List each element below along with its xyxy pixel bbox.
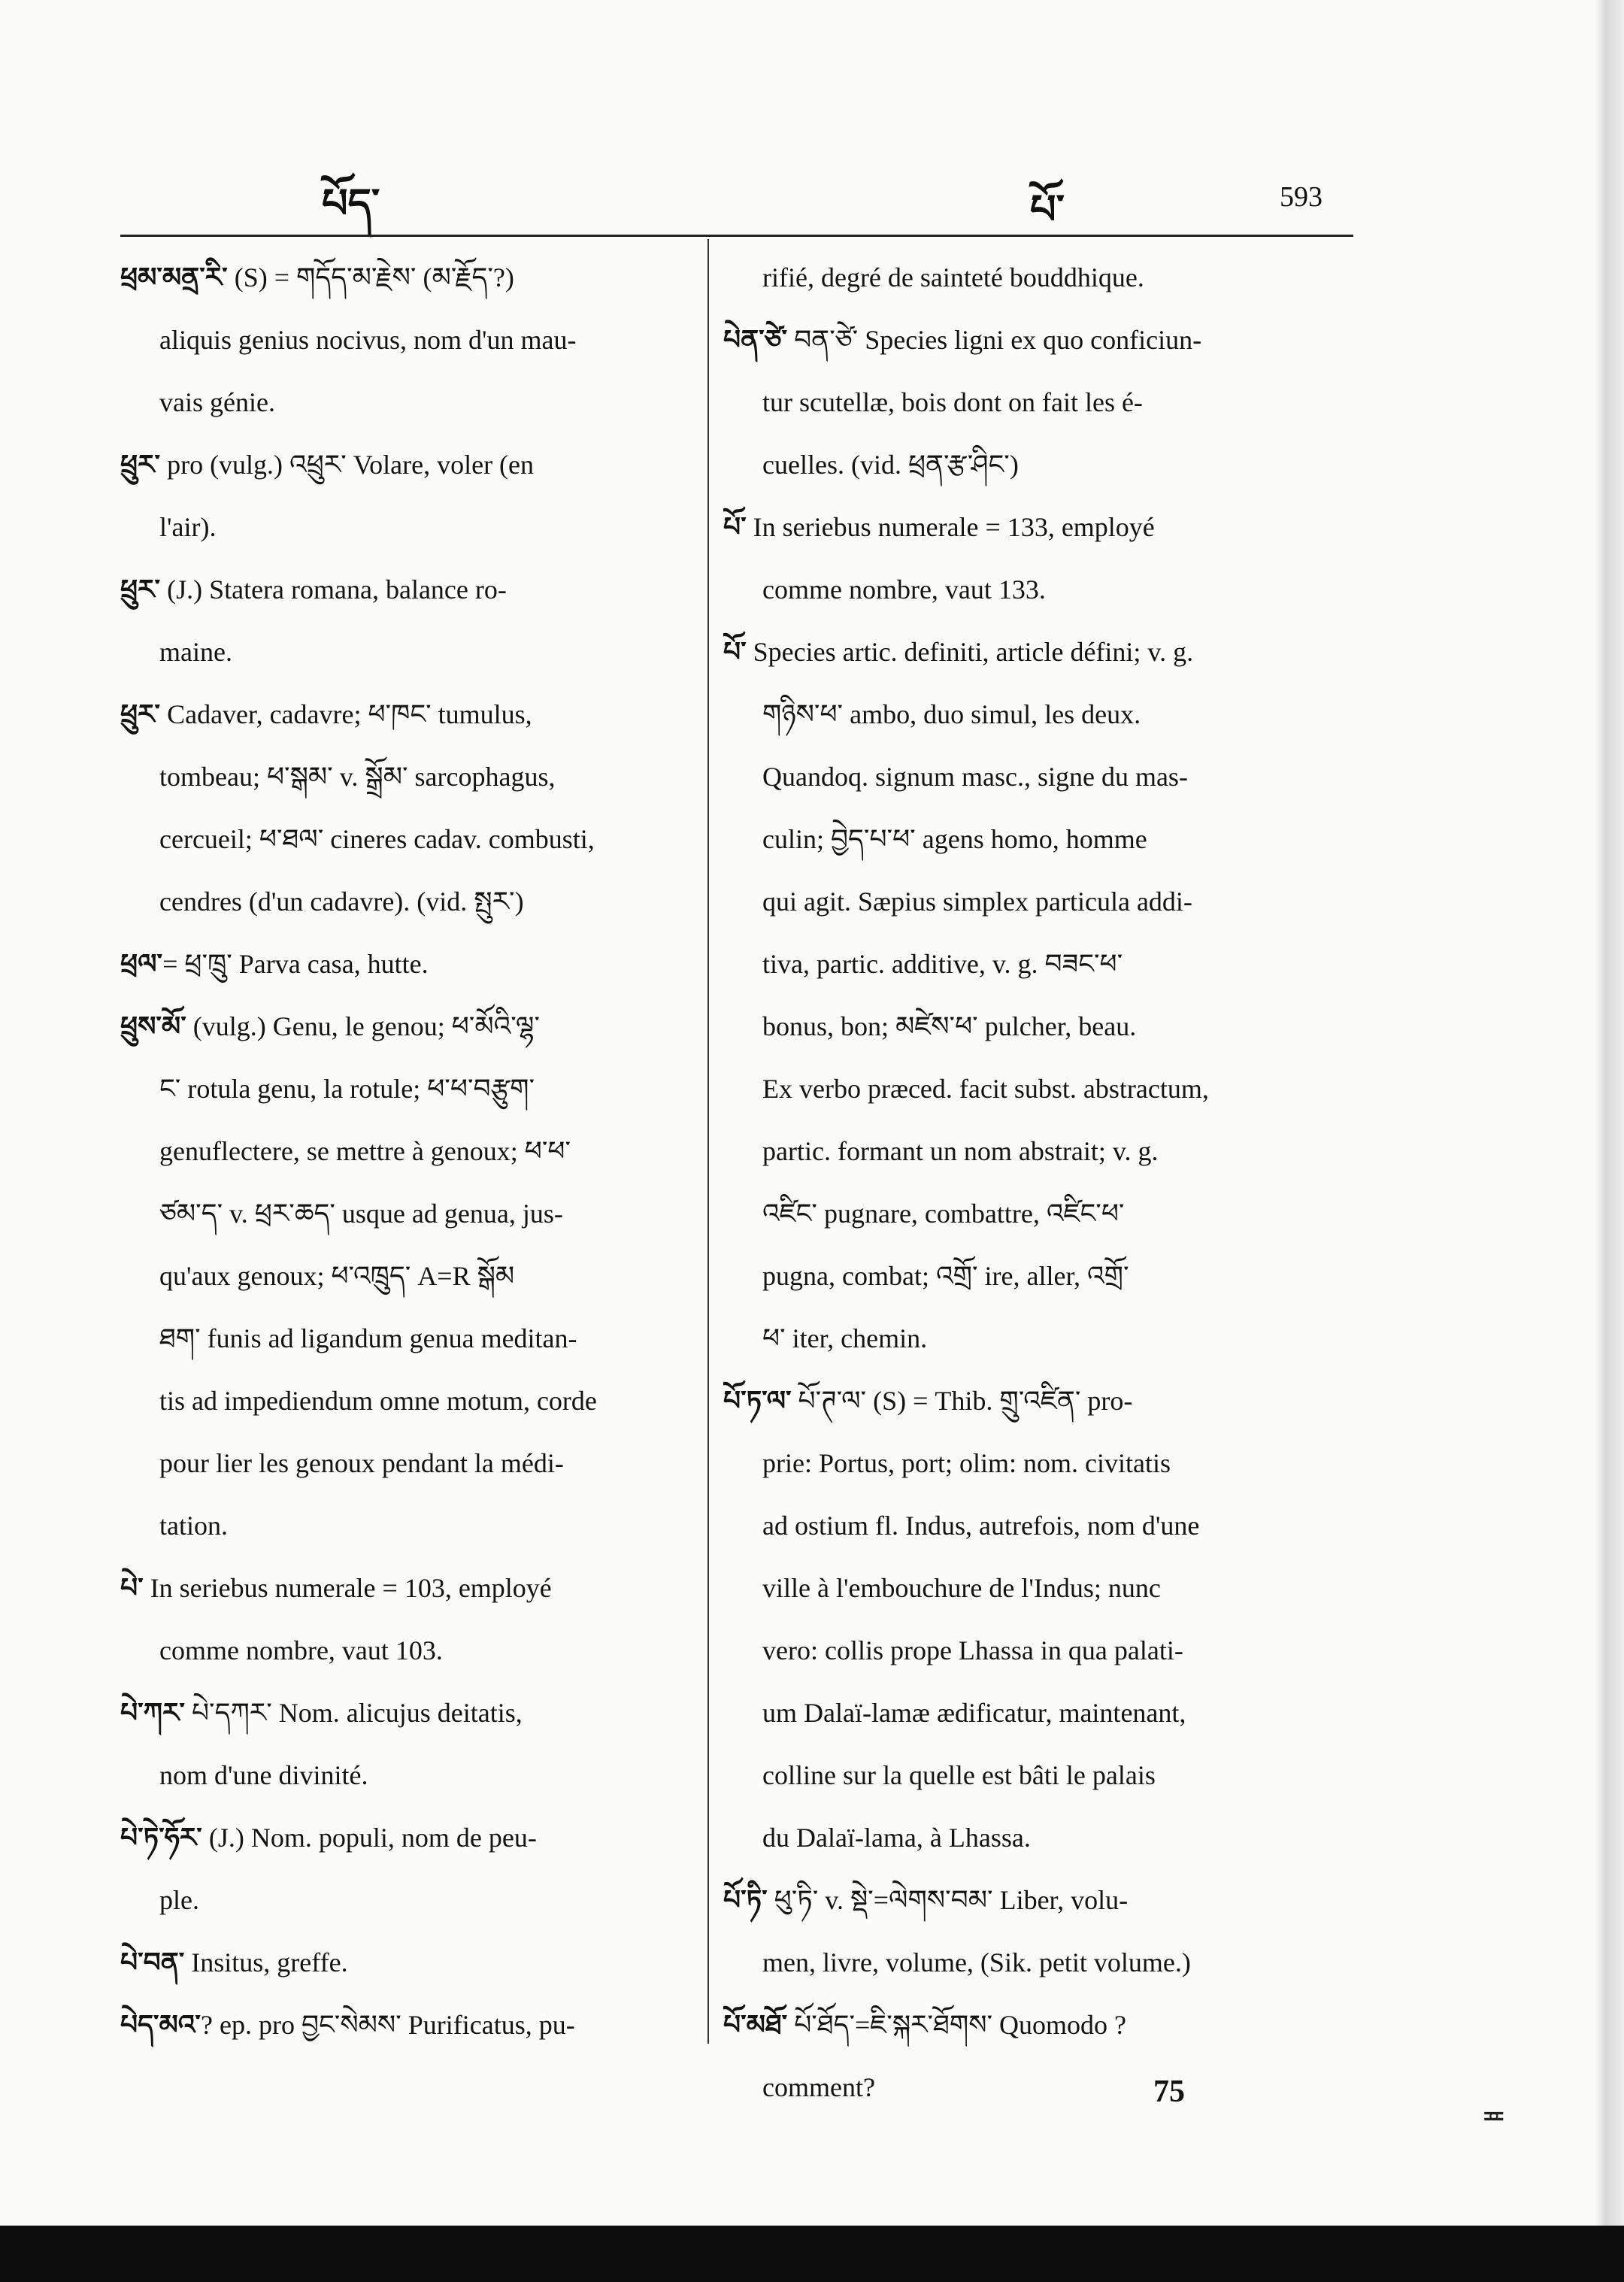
dictionary-line [120, 996, 692, 1058]
definition-text: tur scutellæ, bois dont on fait les é- [762, 387, 1143, 417]
definition-text: prie: Portus, port; olim: nom. civitatis [762, 1448, 1171, 1478]
headword-tibetan: པེ་བན་ [120, 1947, 185, 1978]
dictionary-line [723, 2056, 1356, 2119]
dictionary-line [120, 1058, 692, 1120]
definition-text: pro (vulg.) འཕྲུར་ Volare, voler (en [160, 450, 535, 480]
dictionary-line [723, 309, 1356, 371]
dictionary-line [120, 559, 692, 621]
dictionary-line [723, 1245, 1356, 1308]
dictionary-line [120, 1308, 692, 1370]
definition-text: ཕུ་ཏི་ v. སྡེ་=ལེགས་བམ་ Liber, volu- [767, 1885, 1129, 1915]
definition-text: partic. formant un nom abstrait; v. g. [762, 1136, 1159, 1166]
definition-text: pugna, combat; འགྲོ་ ire, aller, འགྲོ་ [762, 1261, 1129, 1291]
headword-tibetan: པོ་ [723, 512, 747, 543]
definition-text: In seriebus numerale = 103, employé [143, 1573, 552, 1603]
definition-text: l'air). [159, 512, 217, 542]
definition-text: genuflectere, se mettre à genoux; ཕ་ཕ་ [159, 1136, 571, 1166]
dictionary-line [723, 621, 1356, 683]
headword-tibetan: ཕྲུས་མོ་ [120, 1011, 186, 1042]
definition-text: = ཕྲ་ཁྲུ་ Parva casa, hutte. [162, 949, 429, 979]
dictionary-line [120, 1495, 692, 1557]
dictionary-line [120, 871, 692, 933]
dictionary-line [723, 496, 1356, 559]
definition-text: Insitus, greffe. [184, 1947, 348, 1977]
dictionary-line [120, 434, 692, 496]
definition-text: aliquis genius nocivus, nom d'un mau- [159, 325, 577, 355]
definition-text: (vulg.) Genu, le genou; ཕ་མོའི་ལྷ་ [186, 1011, 541, 1041]
headword-tibetan: པོ་ཏ་ལ་ [723, 1386, 792, 1417]
dictionary-line [723, 1432, 1356, 1495]
headword-tibetan: པེད་མའ་ [120, 2010, 201, 2041]
definition-text: colline sur la quelle est bâti le palais [762, 1760, 1156, 1790]
dictionary-line [120, 1432, 692, 1495]
dictionary-line [723, 1620, 1356, 1682]
headword-tibetan: ཕྲུར་ [120, 699, 161, 730]
definition-text: ཕ་ iter, chemin. [762, 1323, 928, 1353]
definition-text: པོ་ཊ་ལ་ (S) = Thib. གྲུ་འཛིན་ pro- [791, 1386, 1133, 1416]
definition-text: པེ་དཀར་ Nom. alicujus deitatis, [184, 1698, 523, 1728]
dictionary-line [120, 1932, 692, 1994]
headword-tibetan: པོ་ [723, 637, 747, 668]
headword-tibetan: པེ་ [120, 1573, 144, 1604]
dictionary-line [723, 1308, 1356, 1370]
dictionary-line [723, 371, 1356, 434]
definition-text: (J.) Nom. populi, nom de peu- [201, 1823, 537, 1853]
dictionary-line [120, 247, 692, 309]
dictionary-line [120, 1557, 692, 1620]
headword-tibetan: ཕྲལ་ [120, 949, 163, 980]
definition-text: cendres (d'un cadavre). (vid. སྤུར་) [159, 886, 524, 917]
definition-text: nom d'une divinité. [159, 1760, 368, 1790]
definition-text: ple. [159, 1885, 199, 1915]
dictionary-line [723, 933, 1356, 996]
headword-tibetan: པོ་མཐོ་ [723, 2010, 788, 2041]
definition-text: tiva, partic. additive, v. g. བཟང་ཕ་ [762, 949, 1123, 979]
headword-tibetan: པོ་ཏི་ [723, 1885, 768, 1916]
dictionary-line [120, 683, 692, 746]
definition-text: rifié, degré de sainteté bouddhique. [762, 262, 1144, 292]
dictionary-line [723, 434, 1356, 496]
definition-text: Quandoq. signum masc., signe du mas- [762, 762, 1188, 792]
dictionary-line [120, 1682, 692, 1744]
dictionary-line [120, 1994, 692, 2056]
definition-text: (S) = གདོད་མ་རྗེས་ (མ་རྗོད་?) [227, 262, 514, 292]
definition-text: tombeau; ཕ་སྒམ་ v. སྒྲོམ་ sarcophagus, [159, 762, 556, 792]
definition-text: culin; བྱེད་པ་ཕ་ agens homo, homme [762, 824, 1147, 854]
definition-text: ad ostium fl. Indus, autrefois, nom d'une [762, 1511, 1200, 1541]
definition-text: du Dalaï-lama, à Lhassa. [762, 1823, 1031, 1853]
dictionary-line [120, 496, 692, 559]
definition-text: ? ep. pro བྱང་སེམས་ Purificatus, pu- [201, 2010, 575, 2040]
dictionary-line [723, 683, 1356, 746]
dictionary-line [723, 1495, 1356, 1557]
dictionary-line [723, 1120, 1356, 1183]
dictionary-line [723, 1370, 1356, 1432]
dictionary-line [723, 247, 1356, 309]
dictionary-line [723, 559, 1356, 621]
definition-text: comment? [762, 2072, 875, 2102]
dictionary-line [723, 1994, 1356, 2056]
right-column [723, 247, 1356, 2119]
left-column [120, 247, 692, 2056]
dictionary-line [723, 1183, 1356, 1245]
dictionary-line [120, 371, 692, 434]
definition-text: comme nombre, vaut 133. [762, 574, 1046, 605]
definition-text: vero: collis prope Lhassa in qua palati- [762, 1635, 1183, 1665]
dictionary-line [723, 996, 1356, 1058]
headword-tibetan: ཕྲམ་མནྲ་རི་ [120, 262, 228, 293]
corner-mark: ≖ [1481, 2099, 1507, 2132]
dictionary-line [120, 1620, 692, 1682]
definition-text: maine. [159, 637, 232, 667]
dictionary-line [723, 1682, 1356, 1744]
definition-text: bonus, bon; མཛེས་ཕ་ pulcher, beau. [762, 1011, 1137, 1041]
page-number: 593 [1280, 181, 1323, 213]
column-divider [707, 239, 709, 2044]
definition-text: པོ་ཐོད་=ཇི་སྐར་ཐོགས་ Quomodo ? [787, 2010, 1127, 2040]
dictionary-line [723, 746, 1356, 808]
dictionary-line [120, 1807, 692, 1869]
guide-word-right: པོ་ [1030, 186, 1065, 233]
definition-text: བན་ཙེ་ Species ligni ex quo conficiun- [787, 325, 1202, 355]
definition-text: འཛིང་ pugnare, combattre, འཛིང་ཕ་ [762, 1199, 1125, 1229]
definition-text: ville à l'embouchure de l'Indus; nunc [762, 1573, 1161, 1603]
dictionary-line [120, 1744, 692, 1807]
headword-tibetan: པེ་ཀར་ [120, 1698, 185, 1729]
dictionary-line [120, 746, 692, 808]
dictionary-line [723, 871, 1356, 933]
headword-tibetan: པེ་ཏེ་ཧོར་ [120, 1823, 202, 1853]
definition-text: um Dalaï-lamæ ædificatur, maintenant, [762, 1698, 1186, 1728]
definition-text: (J.) Statera romana, balance ro- [160, 574, 507, 605]
headword-tibetan: པེན་ཙེ་ [723, 325, 788, 356]
dictionary-line [723, 1932, 1356, 1994]
dictionary-line [120, 1183, 692, 1245]
dictionary-line [120, 1370, 692, 1432]
definition-text: cercueil; ཕ་ཐལ་ cineres cadav. combusti, [159, 824, 595, 854]
definition-text: ང་ rotula genu, la rotule; ཕ་ཕ་བརྩུག་ [159, 1074, 535, 1104]
dictionary-line [120, 621, 692, 683]
dictionary-line [723, 808, 1356, 871]
dictionary-line [120, 1120, 692, 1183]
definition-text: In seriebus numerale = 133, employé [746, 512, 1155, 542]
guide-word-left: པོད་ [322, 180, 380, 227]
dictionary-line [723, 1744, 1356, 1807]
dictionary-line [120, 309, 692, 371]
scan-edge [1594, 0, 1624, 2226]
definition-text: ཙམ་ད་ v. ཕྲར་ཆད་ usque ad genua, jus- [159, 1199, 563, 1229]
dictionary-line [723, 1807, 1356, 1869]
scan-bottom-border [0, 2226, 1624, 2282]
dictionary-line [723, 1058, 1356, 1120]
definition-text: vais génie. [159, 387, 275, 417]
header-rule [120, 235, 1353, 237]
dictionary-line [120, 1245, 692, 1308]
definition-text: Ex verbo præced. facit subst. abstractum, [762, 1074, 1209, 1104]
dictionary-line [120, 808, 692, 871]
definition-text: men, livre, volume, (Sik. petit volume.) [762, 1947, 1191, 1977]
dictionary-line [723, 1869, 1356, 1932]
dictionary-line [723, 1557, 1356, 1620]
definition-text: comme nombre, vaut 103. [159, 1635, 443, 1665]
definition-text: Species artic. definiti, article défini; v. g. [746, 637, 1194, 667]
definition-text: tis ad impediendum omne motum, corde [159, 1386, 597, 1416]
headword-tibetan: ཕྲུར་ [120, 450, 161, 480]
dictionary-line [120, 933, 692, 996]
definition-text: qui agit. Sæpius simplex particula addi- [762, 886, 1192, 917]
definition-text: tation. [159, 1511, 228, 1541]
dictionary-line [120, 1869, 692, 1932]
definition-text: Cadaver, cadavre; ཕ་ཁང་ tumulus, [160, 699, 532, 729]
definition-text: qu'aux genoux; ཕ་འཁྲུད་ A=R སྒོམ [159, 1261, 515, 1291]
definition-text: ཐག་ funis ad ligandum genua meditan- [159, 1323, 577, 1353]
definition-text: གཉིས་ཕ་ ambo, duo simul, les deux. [762, 699, 1141, 729]
signature-number: 75 [1153, 2074, 1185, 2109]
definition-text: cuelles. (vid. ཕྲན་རྩ་ཤིང་) [762, 450, 1019, 480]
headword-tibetan: ཕྲུར་ [120, 574, 161, 605]
definition-text: pour lier les genoux pendant la médi- [159, 1448, 564, 1478]
